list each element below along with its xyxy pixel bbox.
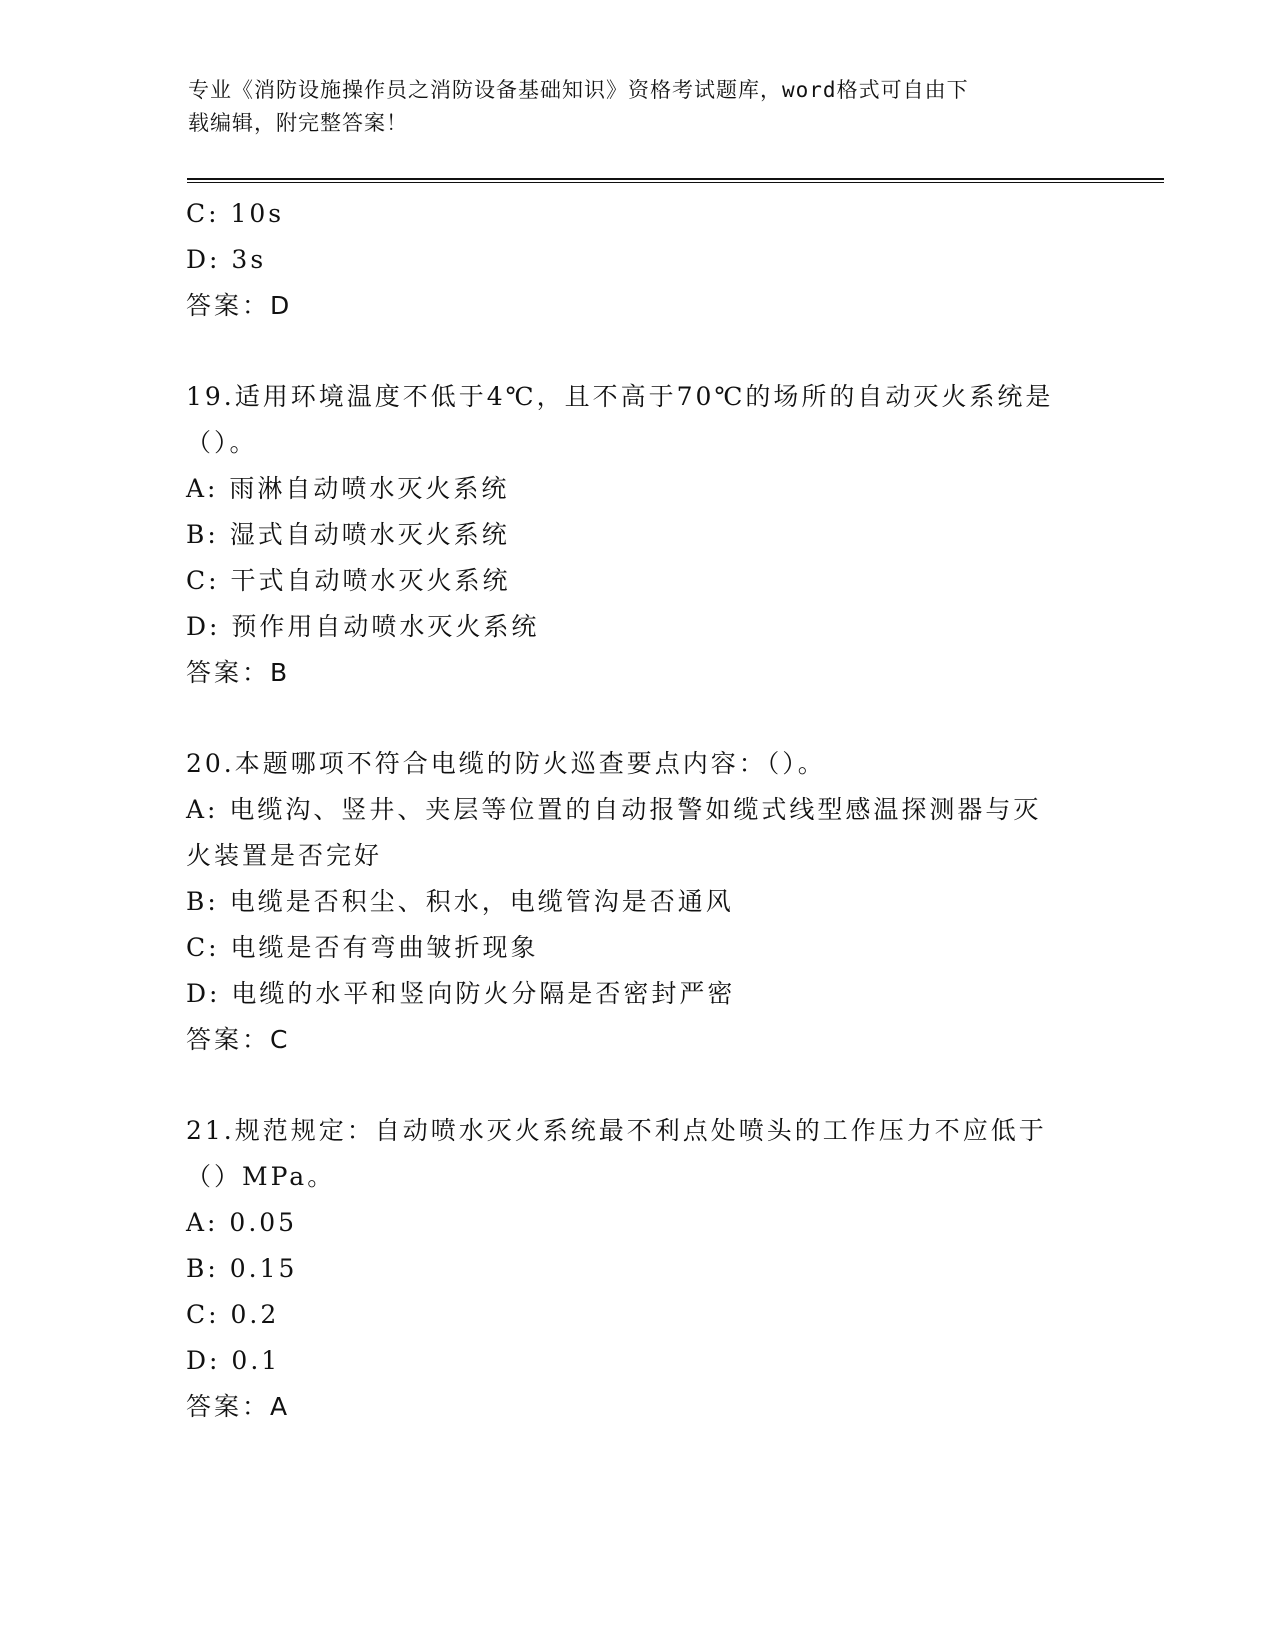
option-b: B: 0.15 — [186, 1254, 298, 1283]
header-line-2: 载编辑，附完整答案！ — [188, 111, 408, 135]
option-d: D: 电缆的水平和竖向防火分隔是否密封严密 — [186, 979, 736, 1008]
option-a: A: 电缆沟、竖井、夹层等位置的自动报警如缆式线型感温探测器与灭 — [186, 795, 1042, 824]
answer-line: 答案：C — [186, 1025, 291, 1054]
question-stem: 21.规范规定：自动喷水灭火系统最不利点处喷头的工作压力不应低于 — [186, 1116, 1047, 1145]
option-a: A: 0.05 — [186, 1208, 298, 1237]
option-c: C: 干式自动喷水灭火系统 — [186, 566, 511, 595]
question-content — [186, 191, 1086, 1430]
option-c: C: 10s — [186, 199, 285, 228]
option-d: D: 0.1 — [186, 1346, 281, 1375]
question-stem-cont: （）MPa。 — [186, 1162, 336, 1191]
document-header — [188, 74, 1088, 140]
answer-line: 答案：A — [186, 1392, 291, 1421]
answer-line: 答案：D — [186, 291, 293, 320]
option-d: D: 预作用自动喷水灭火系统 — [186, 612, 540, 641]
answer-line: 答案：B — [186, 658, 291, 687]
option-d: D: 3s — [186, 245, 267, 274]
option-a-cont: 火装置是否完好 — [186, 841, 383, 870]
question-20 — [186, 741, 1086, 1063]
question-21 — [186, 1108, 1086, 1430]
option-b: B: 湿式自动喷水灭火系统 — [186, 520, 510, 549]
option-c: C: 0.2 — [186, 1300, 280, 1329]
question-19 — [186, 374, 1086, 696]
header-line-1: 专业《消防设施操作员之消防设备基础知识》资格考试题库，word格式可自由下 — [188, 78, 969, 102]
header-divider-thin — [187, 182, 1164, 183]
question-stem: 20.本题哪项不符合电缆的防火巡查要点内容：（）。 — [186, 749, 826, 778]
question-stem-cont: （）。 — [186, 428, 258, 457]
option-c: C: 电缆是否有弯曲皱折现象 — [186, 933, 539, 962]
previous-question-tail — [186, 191, 1086, 329]
option-b: B: 电缆是否积尘、积水，电缆管沟是否通风 — [186, 887, 734, 916]
header-divider-thick — [187, 178, 1164, 180]
question-stem: 19.适用环境温度不低于4℃，且不高于70℃的场所的自动灭火系统是 — [186, 382, 1054, 411]
option-a: A: 雨淋自动喷水灭火系统 — [186, 474, 510, 503]
